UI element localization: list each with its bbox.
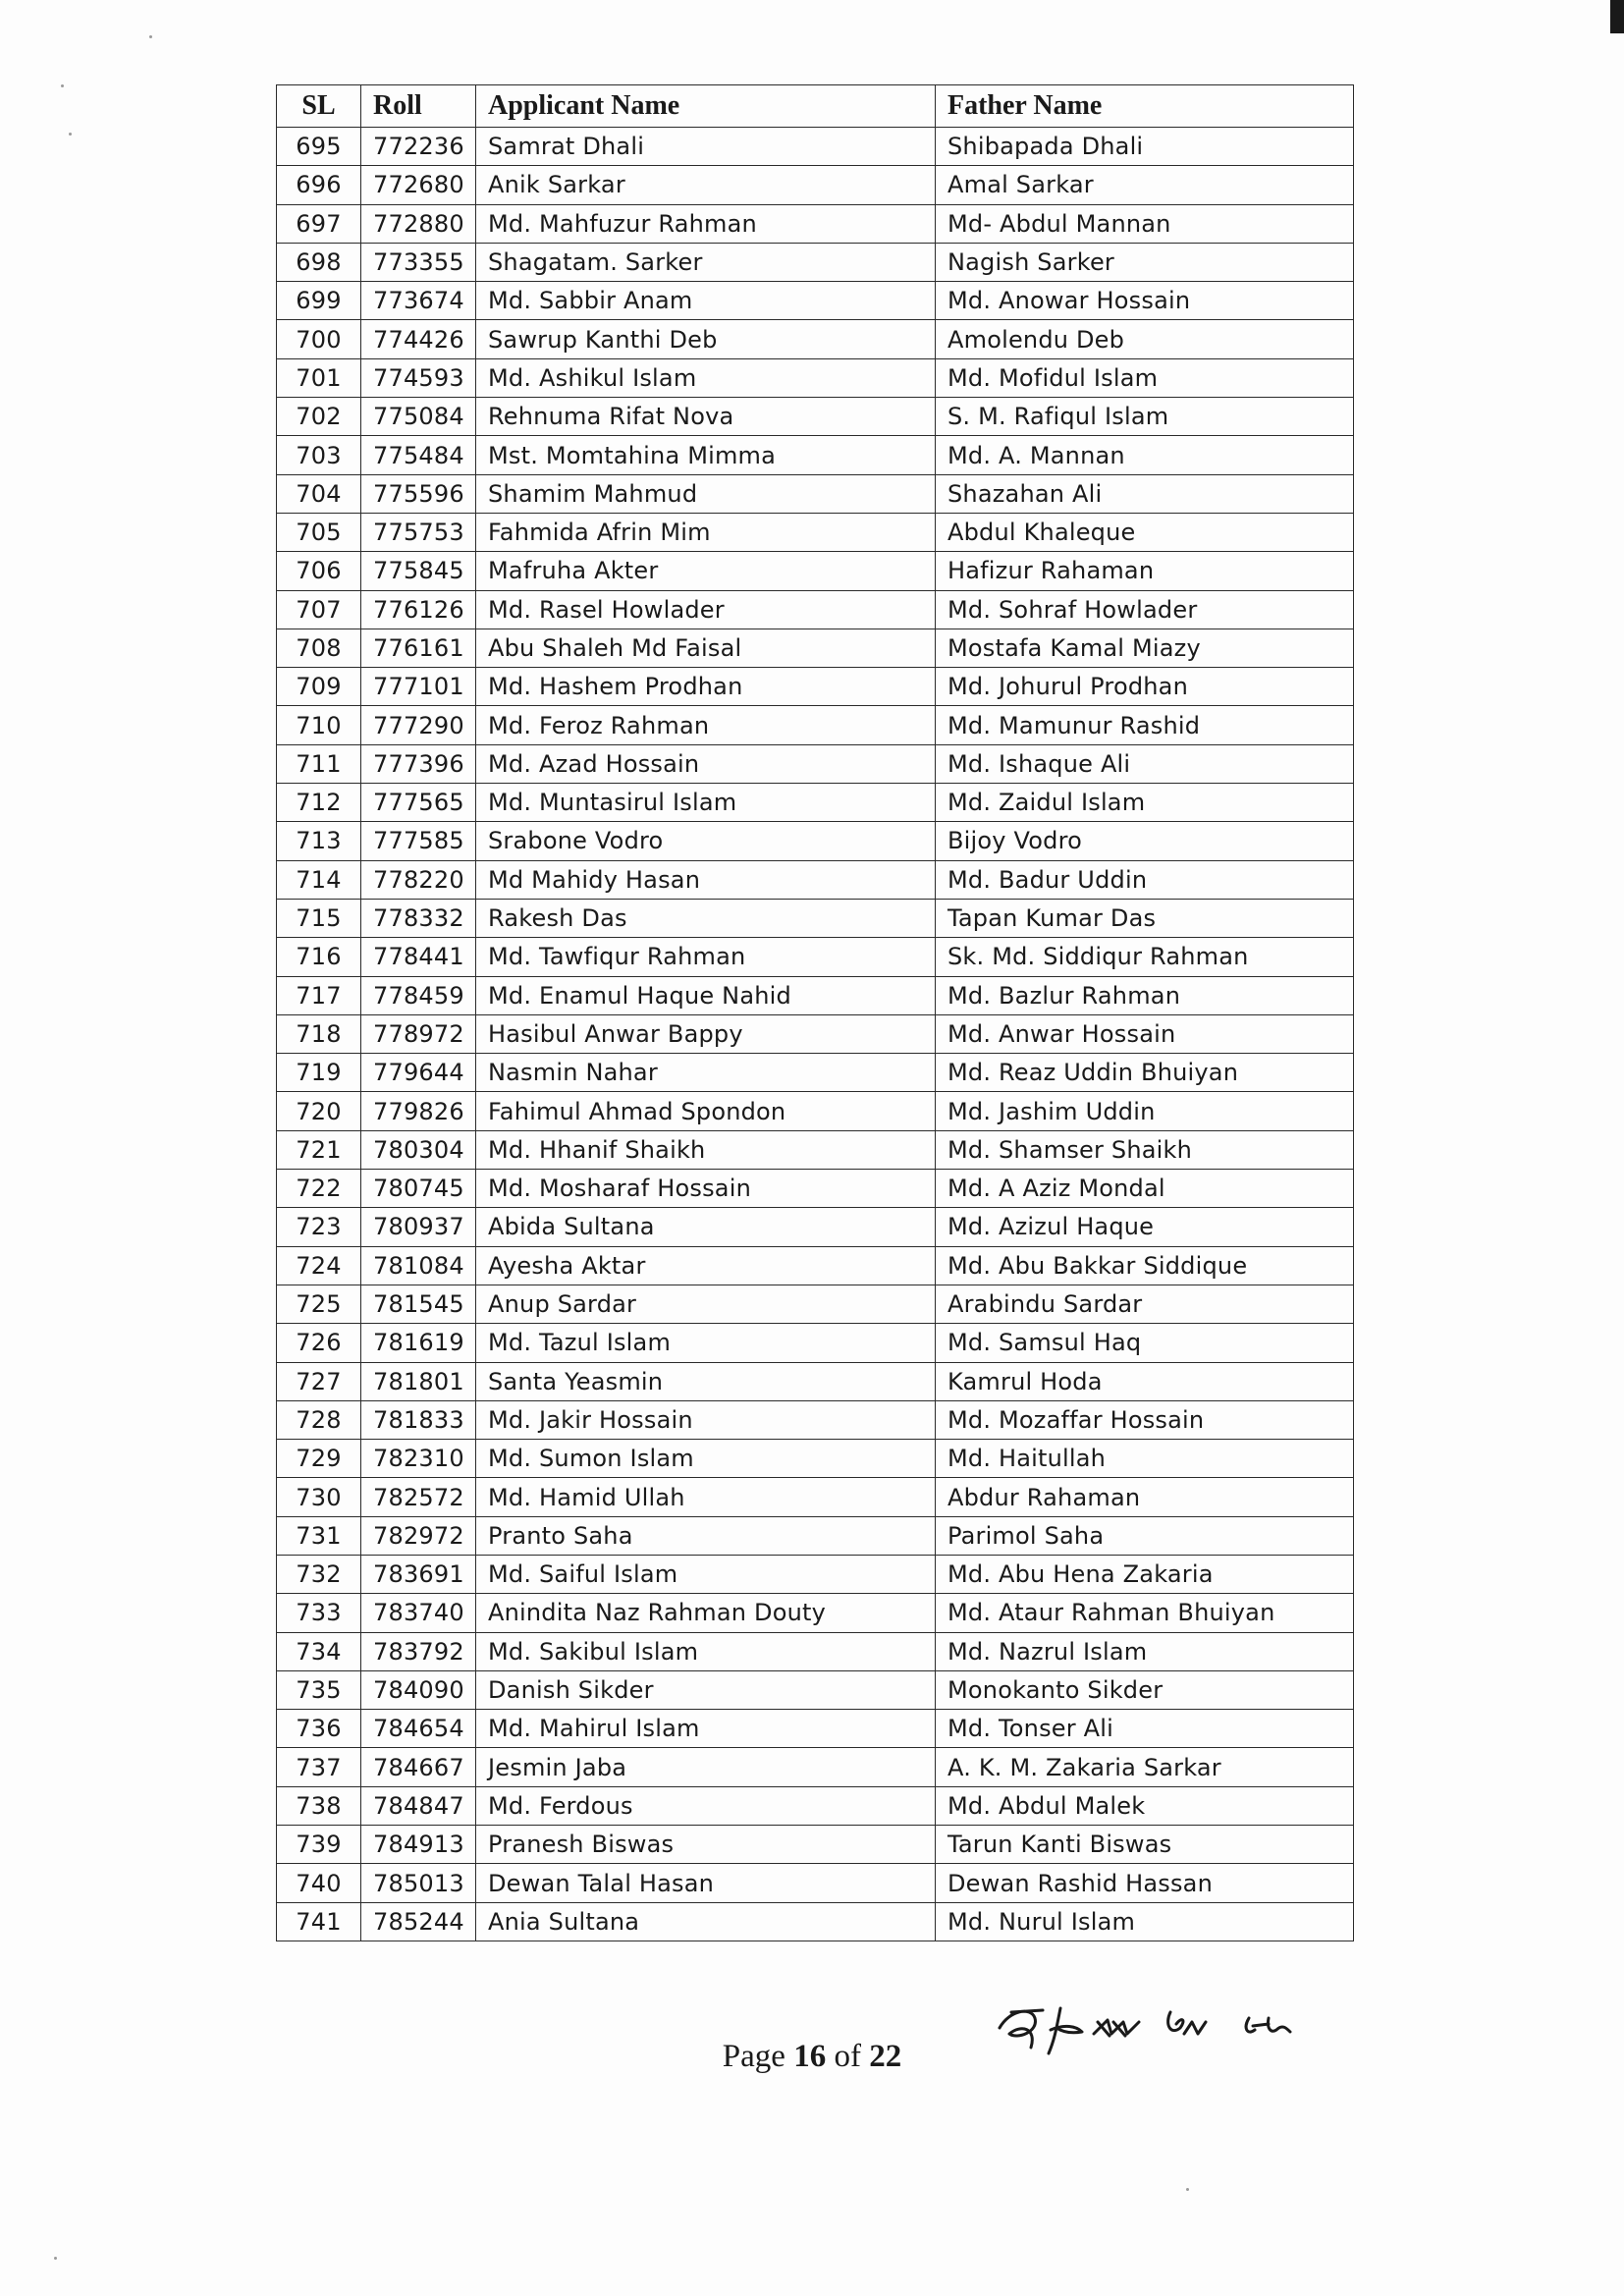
- table-row: [277, 474, 1354, 513]
- table-row: [277, 629, 1354, 667]
- cell-sl: 716: [277, 938, 361, 976]
- cell-sl: 729: [277, 1440, 361, 1478]
- cell-sl: 695: [277, 128, 361, 166]
- cell-applicant-name: Md. Tazul Islam: [476, 1324, 936, 1362]
- scan-speck: [1186, 2188, 1189, 2191]
- header-father-name: Father Name: [936, 85, 1354, 128]
- table-row: [277, 822, 1354, 860]
- table-row: [277, 1594, 1354, 1632]
- table-row: [277, 938, 1354, 976]
- cell-applicant-name: Mst. Momtahina Mimma: [476, 436, 936, 474]
- cell-sl: 741: [277, 1902, 361, 1941]
- cell-applicant-name: Rehnuma Rifat Nova: [476, 398, 936, 436]
- cell-roll: 774426: [361, 320, 476, 358]
- cell-father-name: Md. Haitullah: [936, 1440, 1354, 1478]
- table-row: [277, 166, 1354, 204]
- cell-applicant-name: Ania Sultana: [476, 1902, 936, 1941]
- table-row: [277, 1902, 1354, 1941]
- cell-roll: 777585: [361, 822, 476, 860]
- cell-sl: 708: [277, 629, 361, 667]
- cell-father-name: Dewan Rashid Hassan: [936, 1864, 1354, 1902]
- cell-roll: 772680: [361, 166, 476, 204]
- cell-sl: 707: [277, 590, 361, 629]
- cell-applicant-name: Md. Hamid Ullah: [476, 1478, 936, 1516]
- cell-sl: 725: [277, 1285, 361, 1323]
- cell-applicant-name: Sawrup Kanthi Deb: [476, 320, 936, 358]
- cell-father-name: Md. Azizul Haque: [936, 1208, 1354, 1246]
- cell-sl: 704: [277, 474, 361, 513]
- cell-father-name: Md. Badur Uddin: [936, 860, 1354, 899]
- cell-sl: 699: [277, 282, 361, 320]
- cell-roll: 777101: [361, 668, 476, 706]
- cell-roll: 785244: [361, 1902, 476, 1941]
- cell-applicant-name: Ayesha Aktar: [476, 1246, 936, 1285]
- cell-applicant-name: Md. Hhanif Shaikh: [476, 1130, 936, 1169]
- table-row: [277, 1710, 1354, 1748]
- cell-father-name: Md. A. Mannan: [936, 436, 1354, 474]
- cell-sl: 735: [277, 1670, 361, 1709]
- table-row: [277, 320, 1354, 358]
- table-header-row: [277, 85, 1354, 128]
- cell-father-name: Hafizur Rahaman: [936, 552, 1354, 590]
- cell-father-name: Kamrul Hoda: [936, 1362, 1354, 1400]
- cell-applicant-name: Md. Sabbir Anam: [476, 282, 936, 320]
- header-applicant-name: Applicant Name: [476, 85, 936, 128]
- cell-applicant-name: Md. Mosharaf Hossain: [476, 1170, 936, 1208]
- cell-roll: 778972: [361, 1014, 476, 1053]
- cell-applicant-name: Md. Mahfuzur Rahman: [476, 204, 936, 243]
- cell-roll: 784090: [361, 1670, 476, 1709]
- table-row: [277, 744, 1354, 783]
- table-row: [277, 1054, 1354, 1092]
- scan-speck: [54, 2257, 57, 2260]
- cell-father-name: Md. Johurul Prodhan: [936, 668, 1354, 706]
- cell-applicant-name: Anup Sardar: [476, 1285, 936, 1323]
- cell-father-name: Md. Samsul Haq: [936, 1324, 1354, 1362]
- cell-sl: 724: [277, 1246, 361, 1285]
- table-row: [277, 668, 1354, 706]
- table-row: [277, 398, 1354, 436]
- table-row: [277, 1516, 1354, 1555]
- cell-sl: 703: [277, 436, 361, 474]
- cell-father-name: Md. Abdul Malek: [936, 1786, 1354, 1825]
- cell-applicant-name: Pranesh Biswas: [476, 1826, 936, 1864]
- cell-father-name: Md. Ataur Rahman Bhuiyan: [936, 1594, 1354, 1632]
- cell-applicant-name: Samrat Dhali: [476, 128, 936, 166]
- cell-sl: 698: [277, 243, 361, 281]
- cell-applicant-name: Dewan Talal Hasan: [476, 1864, 936, 1902]
- cell-sl: 721: [277, 1130, 361, 1169]
- cell-father-name: Amal Sarkar: [936, 166, 1354, 204]
- cell-roll: 774593: [361, 358, 476, 397]
- applicant-table: [276, 84, 1354, 1941]
- cell-roll: 777396: [361, 744, 476, 783]
- cell-sl: 709: [277, 668, 361, 706]
- table-row: [277, 1555, 1354, 1593]
- cell-applicant-name: Md. Sumon Islam: [476, 1440, 936, 1478]
- cell-sl: 702: [277, 398, 361, 436]
- cell-roll: 782572: [361, 1478, 476, 1516]
- cell-roll: 785013: [361, 1864, 476, 1902]
- cell-sl: 726: [277, 1324, 361, 1362]
- page-current: 16: [793, 2039, 827, 2074]
- header-roll: Roll: [361, 85, 476, 128]
- table-row: [277, 1864, 1354, 1902]
- cell-sl: 740: [277, 1864, 361, 1902]
- table-row: [277, 1748, 1354, 1786]
- cell-father-name: Md. Bazlur Rahman: [936, 976, 1354, 1014]
- cell-roll: 783740: [361, 1594, 476, 1632]
- page-of: of: [834, 2039, 861, 2074]
- cell-father-name: Tarun Kanti Biswas: [936, 1826, 1354, 1864]
- cell-applicant-name: Md. Tawfiqur Rahman: [476, 938, 936, 976]
- cell-sl: 723: [277, 1208, 361, 1246]
- cell-applicant-name: Fahmida Afrin Mim: [476, 513, 936, 551]
- cell-father-name: Md. Shamser Shaikh: [936, 1130, 1354, 1169]
- cell-roll: 773355: [361, 243, 476, 281]
- cell-sl: 714: [277, 860, 361, 899]
- cell-applicant-name: Abida Sultana: [476, 1208, 936, 1246]
- cell-applicant-name: Md. Ferdous: [476, 1786, 936, 1825]
- cell-applicant-name: Md. Jakir Hossain: [476, 1400, 936, 1439]
- cell-applicant-name: Md. Sakibul Islam: [476, 1632, 936, 1670]
- cell-applicant-name: Md Mahidy Hasan: [476, 860, 936, 899]
- cell-sl: 731: [277, 1516, 361, 1555]
- scan-edge-mark: [1610, 0, 1624, 33]
- cell-roll: 775845: [361, 552, 476, 590]
- cell-sl: 701: [277, 358, 361, 397]
- table-row: [277, 1246, 1354, 1285]
- cell-sl: 717: [277, 976, 361, 1014]
- cell-applicant-name: Md. Azad Hossain: [476, 744, 936, 783]
- cell-sl: 734: [277, 1632, 361, 1670]
- cell-roll: 781545: [361, 1285, 476, 1323]
- cell-applicant-name: Anindita Naz Rahman Douty: [476, 1594, 936, 1632]
- table-row: [277, 976, 1354, 1014]
- cell-roll: 773674: [361, 282, 476, 320]
- table-row: [277, 899, 1354, 937]
- cell-sl: 712: [277, 784, 361, 822]
- cell-father-name: Arabindu Sardar: [936, 1285, 1354, 1323]
- cell-father-name: Md. Mofidul Islam: [936, 358, 1354, 397]
- table-row: [277, 1400, 1354, 1439]
- cell-sl: 722: [277, 1170, 361, 1208]
- table-row: [277, 128, 1354, 166]
- table-row: [277, 706, 1354, 744]
- cell-father-name: Shibapada Dhali: [936, 128, 1354, 166]
- cell-father-name: Md- Abdul Mannan: [936, 204, 1354, 243]
- cell-applicant-name: Md. Saiful Islam: [476, 1555, 936, 1593]
- table-row: [277, 1324, 1354, 1362]
- cell-sl: 738: [277, 1786, 361, 1825]
- cell-father-name: Md. Tonser Ali: [936, 1710, 1354, 1748]
- cell-applicant-name: Md. Muntasirul Islam: [476, 784, 936, 822]
- cell-roll: 784847: [361, 1786, 476, 1825]
- cell-roll: 772236: [361, 128, 476, 166]
- cell-father-name: Md. A Aziz Mondal: [936, 1170, 1354, 1208]
- table-row: [277, 204, 1354, 243]
- cell-roll: 778220: [361, 860, 476, 899]
- cell-sl: 713: [277, 822, 361, 860]
- cell-roll: 778459: [361, 976, 476, 1014]
- cell-roll: 776126: [361, 590, 476, 629]
- cell-sl: 733: [277, 1594, 361, 1632]
- cell-father-name: Md. Anwar Hossain: [936, 1014, 1354, 1053]
- cell-sl: 700: [277, 320, 361, 358]
- cell-applicant-name: Abu Shaleh Md Faisal: [476, 629, 936, 667]
- page-label: Page: [722, 2039, 785, 2074]
- cell-applicant-name: Shagatam. Sarker: [476, 243, 936, 281]
- cell-roll: 775596: [361, 474, 476, 513]
- table-row: [277, 552, 1354, 590]
- cell-sl: 715: [277, 899, 361, 937]
- table-body: [277, 128, 1354, 1941]
- cell-sl: 720: [277, 1092, 361, 1130]
- cell-sl: 697: [277, 204, 361, 243]
- cell-father-name: Md. Mozaffar Hossain: [936, 1400, 1354, 1439]
- table-row: [277, 784, 1354, 822]
- cell-applicant-name: Santa Yeasmin: [476, 1362, 936, 1400]
- table-row: [277, 436, 1354, 474]
- cell-father-name: S. M. Rafiqul Islam: [936, 398, 1354, 436]
- table-row: [277, 513, 1354, 551]
- cell-roll: 780304: [361, 1130, 476, 1169]
- cell-roll: 781084: [361, 1246, 476, 1285]
- cell-applicant-name: Danish Sikder: [476, 1670, 936, 1709]
- cell-father-name: Mostafa Kamal Miazy: [936, 629, 1354, 667]
- table-row: [277, 1786, 1354, 1825]
- cell-roll: 781833: [361, 1400, 476, 1439]
- table-row: [277, 590, 1354, 629]
- table-row: [277, 860, 1354, 899]
- table-row: [277, 1670, 1354, 1709]
- table-row: [277, 1632, 1354, 1670]
- cell-father-name: Md. Anowar Hossain: [936, 282, 1354, 320]
- cell-sl: 728: [277, 1400, 361, 1439]
- cell-roll: 780745: [361, 1170, 476, 1208]
- cell-roll: 777290: [361, 706, 476, 744]
- cell-roll: 782972: [361, 1516, 476, 1555]
- scan-speck: [69, 133, 72, 136]
- cell-sl: 718: [277, 1014, 361, 1053]
- table-row: [277, 1440, 1354, 1478]
- cell-father-name: Md. Ishaque Ali: [936, 744, 1354, 783]
- cell-applicant-name: Md. Hashem Prodhan: [476, 668, 936, 706]
- cell-father-name: Tapan Kumar Das: [936, 899, 1354, 937]
- cell-father-name: Monokanto Sikder: [936, 1670, 1354, 1709]
- cell-roll: 776161: [361, 629, 476, 667]
- cell-sl: 706: [277, 552, 361, 590]
- cell-father-name: Md. Zaidul Islam: [936, 784, 1354, 822]
- scan-speck: [61, 84, 64, 87]
- table-row: [277, 1362, 1354, 1400]
- cell-father-name: Md. Reaz Uddin Bhuiyan: [936, 1054, 1354, 1092]
- cell-roll: 778332: [361, 899, 476, 937]
- cell-applicant-name: Anik Sarkar: [476, 166, 936, 204]
- cell-applicant-name: Pranto Saha: [476, 1516, 936, 1555]
- table-row: [277, 358, 1354, 397]
- scan-speck: [149, 35, 152, 38]
- table-row: [277, 1170, 1354, 1208]
- cell-father-name: Md. Abu Hena Zakaria: [936, 1555, 1354, 1593]
- cell-sl: 711: [277, 744, 361, 783]
- cell-sl: 696: [277, 166, 361, 204]
- table-row: [277, 1092, 1354, 1130]
- cell-father-name: Abdul Khaleque: [936, 513, 1354, 551]
- cell-roll: 781801: [361, 1362, 476, 1400]
- cell-father-name: Nagish Sarker: [936, 243, 1354, 281]
- cell-roll: 775084: [361, 398, 476, 436]
- cell-father-name: Md. Jashim Uddin: [936, 1092, 1354, 1130]
- cell-sl: 739: [277, 1826, 361, 1864]
- cell-roll: 775484: [361, 436, 476, 474]
- cell-applicant-name: Shamim Mahmud: [476, 474, 936, 513]
- cell-roll: 784913: [361, 1826, 476, 1864]
- cell-roll: 784667: [361, 1748, 476, 1786]
- cell-roll: 772880: [361, 204, 476, 243]
- table-row: [277, 1826, 1354, 1864]
- cell-father-name: Md. Nurul Islam: [936, 1902, 1354, 1941]
- cell-father-name: Md. Mamunur Rashid: [936, 706, 1354, 744]
- cell-roll: 779644: [361, 1054, 476, 1092]
- cell-father-name: Sk. Md. Siddiqur Rahman: [936, 938, 1354, 976]
- cell-father-name: A. K. M. Zakaria Sarkar: [936, 1748, 1354, 1786]
- page-footer: [0, 2039, 1624, 2075]
- cell-roll: 778441: [361, 938, 476, 976]
- table-row: [277, 1014, 1354, 1053]
- table-row: [277, 243, 1354, 281]
- cell-roll: 783691: [361, 1555, 476, 1593]
- cell-applicant-name: Rakesh Das: [476, 899, 936, 937]
- cell-father-name: Parimol Saha: [936, 1516, 1354, 1555]
- cell-sl: 736: [277, 1710, 361, 1748]
- table-row: [277, 282, 1354, 320]
- cell-applicant-name: Md. Mahirul Islam: [476, 1710, 936, 1748]
- cell-roll: 782310: [361, 1440, 476, 1478]
- cell-applicant-name: Srabone Vodro: [476, 822, 936, 860]
- table-row: [277, 1478, 1354, 1516]
- cell-sl: 719: [277, 1054, 361, 1092]
- cell-roll: 779826: [361, 1092, 476, 1130]
- cell-father-name: Abdur Rahaman: [936, 1478, 1354, 1516]
- cell-roll: 777565: [361, 784, 476, 822]
- cell-applicant-name: Mafruha Akter: [476, 552, 936, 590]
- cell-father-name: Md. Sohraf Howlader: [936, 590, 1354, 629]
- cell-applicant-name: Nasmin Nahar: [476, 1054, 936, 1092]
- cell-sl: 730: [277, 1478, 361, 1516]
- cell-roll: 781619: [361, 1324, 476, 1362]
- cell-applicant-name: Md. Rasel Howlader: [476, 590, 936, 629]
- cell-roll: 775753: [361, 513, 476, 551]
- cell-applicant-name: Md. Enamul Haque Nahid: [476, 976, 936, 1014]
- cell-father-name: Md. Abu Bakkar Siddique: [936, 1246, 1354, 1285]
- cell-sl: 737: [277, 1748, 361, 1786]
- cell-sl: 705: [277, 513, 361, 551]
- cell-roll: 780937: [361, 1208, 476, 1246]
- cell-applicant-name: Fahimul Ahmad Spondon: [476, 1092, 936, 1130]
- cell-applicant-name: Md. Ashikul Islam: [476, 358, 936, 397]
- table-row: [277, 1285, 1354, 1323]
- cell-applicant-name: Jesmin Jaba: [476, 1748, 936, 1786]
- cell-father-name: Amolendu Deb: [936, 320, 1354, 358]
- cell-father-name: Bijoy Vodro: [936, 822, 1354, 860]
- cell-sl: 727: [277, 1362, 361, 1400]
- header-sl: SL: [277, 85, 361, 128]
- cell-roll: 783792: [361, 1632, 476, 1670]
- cell-roll: 784654: [361, 1710, 476, 1748]
- cell-applicant-name: Md. Feroz Rahman: [476, 706, 936, 744]
- cell-father-name: Shazahan Ali: [936, 474, 1354, 513]
- cell-sl: 710: [277, 706, 361, 744]
- cell-sl: 732: [277, 1555, 361, 1593]
- table-row: [277, 1208, 1354, 1246]
- cell-father-name: Md. Nazrul Islam: [936, 1632, 1354, 1670]
- page-total: 22: [869, 2039, 902, 2074]
- cell-applicant-name: Hasibul Anwar Bappy: [476, 1014, 936, 1053]
- table-row: [277, 1130, 1354, 1169]
